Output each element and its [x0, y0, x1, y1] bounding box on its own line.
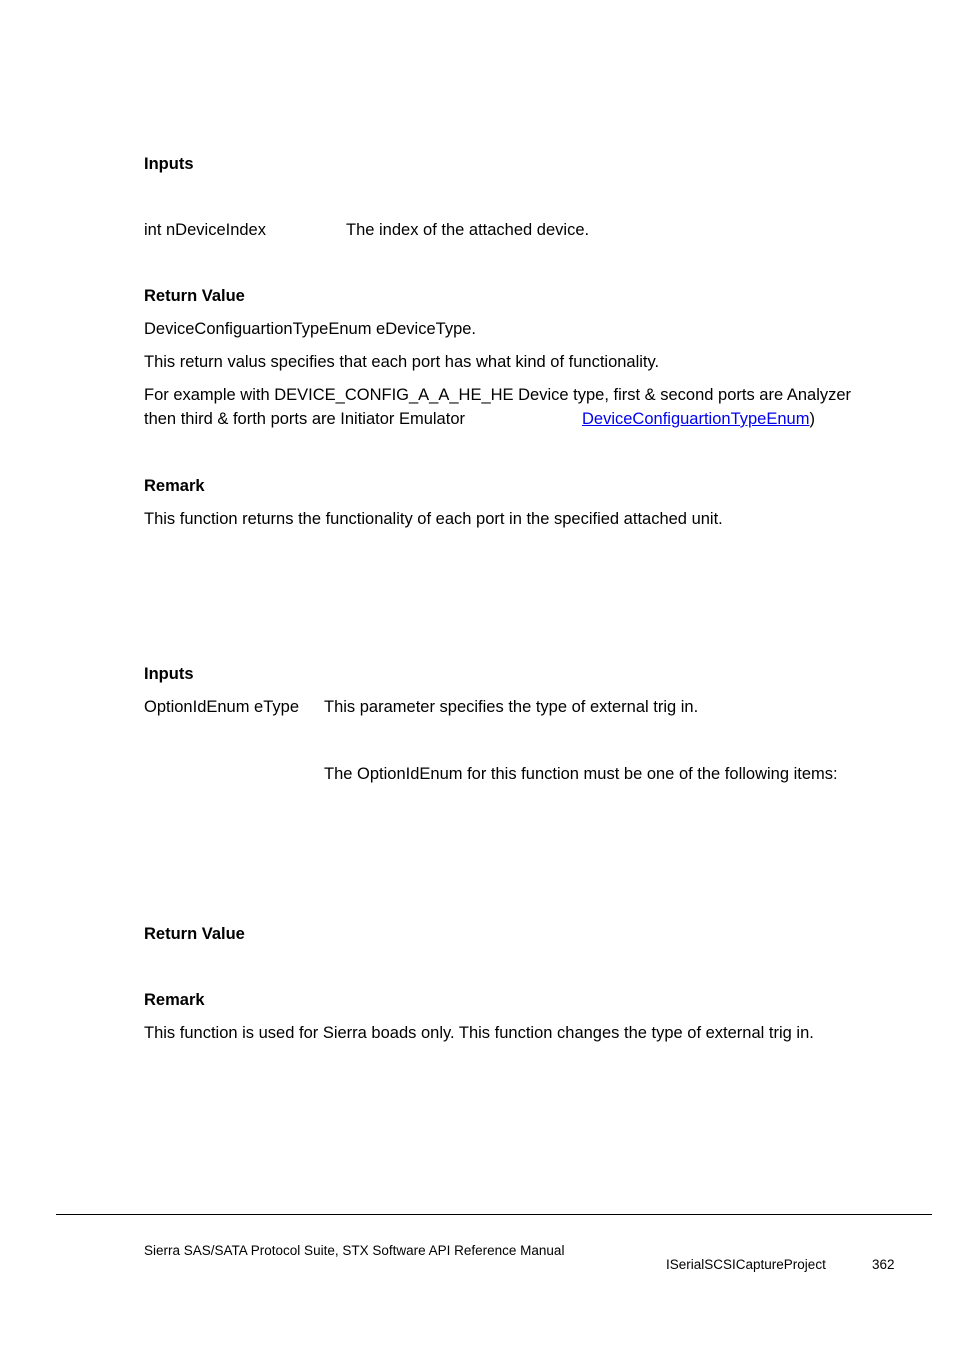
example-line-1: For example with DEVICE_CONFIG_A_A_HE_HE Device type, first & second ports are Analyzer: [144, 386, 852, 404]
footer-page-number: 362: [872, 1257, 895, 1272]
inputs-heading-2: Inputs: [144, 665, 194, 683]
footer-divider: [56, 1214, 932, 1215]
inputs-heading: Inputs: [144, 155, 194, 173]
device-config-type-enum-link[interactable]: DeviceConfiguartionTypeEnum: [582, 410, 810, 428]
param-description: The index of the attached device.: [346, 221, 590, 239]
remark-heading-2: Remark: [144, 991, 205, 1009]
return-type: DeviceConfiguartionTypeEnum eDeviceType.: [144, 320, 477, 338]
example-line-2: then third & forth ports are Initiator Emulator: [144, 410, 465, 428]
remark-text-2: This function is used for Sierra boads only. This function changes the type of external trig in.: [144, 1024, 814, 1042]
return-description: This return valus specifies that each port has what kind of functionality.: [144, 353, 660, 371]
example-link-line: [582, 408, 815, 430]
param-note: The OptionIdEnum for this function must be one of the following items:: [324, 765, 838, 783]
closing-paren: ): [809, 410, 815, 428]
return-value-heading: Return Value: [144, 287, 245, 305]
remark-heading: Remark: [144, 477, 205, 495]
param-name-2: OptionIdEnum eType: [144, 698, 300, 716]
param-name: int nDeviceIndex: [144, 221, 266, 239]
remark-text: This function returns the functionality of each port in the specified attached unit.: [144, 510, 723, 528]
param-description-2: This parameter specifies the type of external trig in.: [324, 698, 699, 716]
footer-section-name: ISerialSCSICaptureProject: [666, 1257, 826, 1272]
return-value-heading-2: Return Value: [144, 925, 245, 943]
footer-manual-title: Sierra SAS/SATA Protocol Suite, STX Software API Reference Manual: [144, 1243, 565, 1258]
